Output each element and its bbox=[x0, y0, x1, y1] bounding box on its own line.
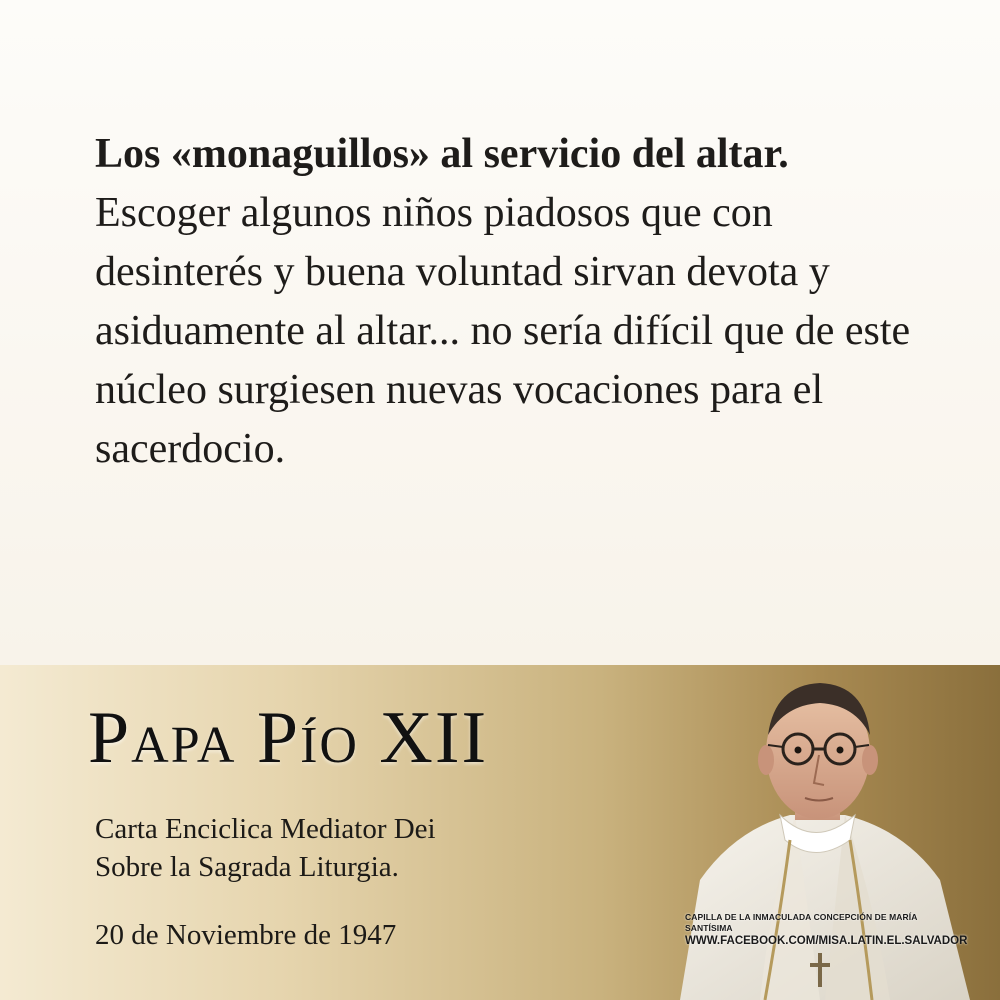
credit-watermark bbox=[685, 912, 968, 948]
source-info bbox=[95, 810, 436, 886]
source-subtitle: Sobre la Sagrada Liturgia. bbox=[95, 851, 399, 883]
pope-portrait-image bbox=[640, 665, 1000, 1000]
credit-line-chapel: CAPILLA DE LA INMACULADA CONCEPCIÓN DE MARÍA SANTÍSIMA bbox=[685, 912, 918, 933]
source-date: 20 de Noviembre de 1947 bbox=[95, 919, 397, 951]
attribution-banner bbox=[0, 665, 1000, 1000]
author-name: Papa Pío XII bbox=[88, 697, 489, 779]
quote-title: Los «monaguillos» al servicio del altar. bbox=[95, 131, 789, 177]
quote-body: Escoger algunos niños piadosos que con desinterés y buena voluntad sirvan devota y asiduamente al altar... no sería difícil que de este núcleo surgiesen nuevas vocaciones para el sacerdocio. bbox=[95, 190, 911, 472]
source-title: Carta Enciclica Mediator Dei bbox=[95, 813, 436, 845]
credit-line-url: WWW.FACEBOOK.COM/MISA.LATIN.EL.SALVADOR bbox=[685, 935, 968, 947]
quote-text bbox=[95, 125, 935, 479]
